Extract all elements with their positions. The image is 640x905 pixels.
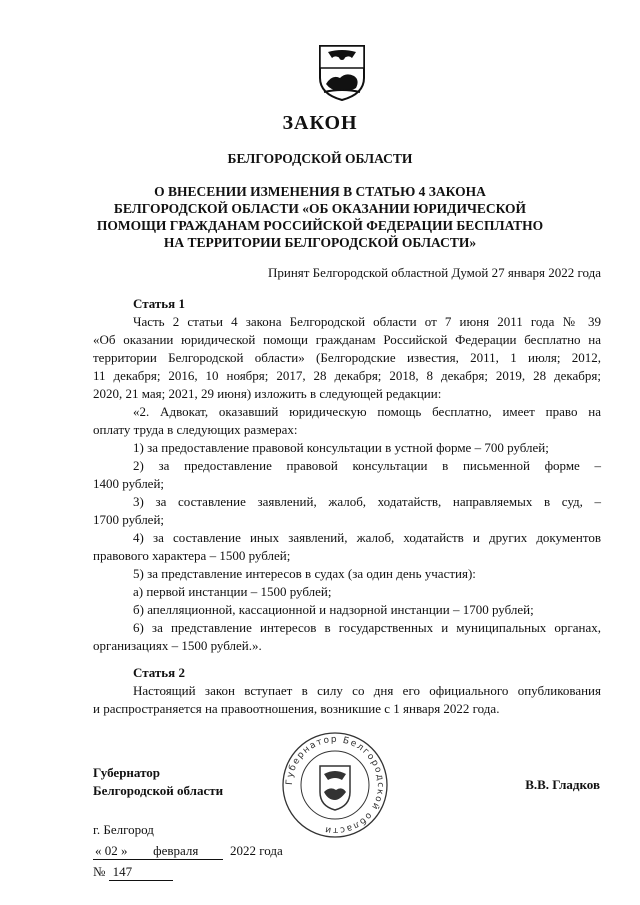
signing-date <box>93 843 283 860</box>
list-item-1: 1) за предоставление правовой консультации в устной форме – 700 рублей; <box>133 440 549 455</box>
article-1-text-line: 2020, 21 мая; 2021, 29 июня) изложить в следующей редакции: <box>93 386 442 401</box>
article-2-heading: Статья 2 <box>133 665 185 680</box>
quote-open: « <box>95 843 102 858</box>
article-1-text-line: территории Белгородской области» (Белгородские известия, 2011, 1 июля; 2012, <box>93 350 601 365</box>
place-of-signing: г. Белгород <box>93 822 154 837</box>
date-year: 2022 года <box>230 843 283 858</box>
position-line: Белгородской области <box>93 783 224 798</box>
list-item-4-cont: правового характера – 1500 рублей; <box>93 548 291 563</box>
list-item-3-cont: 1700 рублей; <box>93 512 165 527</box>
law-number <box>93 864 173 881</box>
date-day: 02 <box>104 843 118 858</box>
subject-line: О ВНЕСЕНИИ ИЗМЕНЕНИЯ В СТАТЬЮ 4 ЗАКОНА <box>154 184 486 199</box>
region-heading: БЕЛГОРОДСКОЙ ОБЛАСТИ <box>227 151 413 166</box>
list-item-5b: б) апелляционной, кассационной и надзорной инстанции – 1700 рублей; <box>133 602 534 617</box>
signatory-name: В.В. Гладков <box>525 777 600 792</box>
date-month: февраля <box>153 843 199 858</box>
list-item-6-cont: организациях – 1500 рублей.». <box>93 638 262 653</box>
subject-line: НА ТЕРРИТОРИИ БЕЛГОРОДСКОЙ ОБЛАСТИ» <box>163 235 477 250</box>
number-label: № <box>93 864 106 879</box>
list-item-3: 3) за составление заявлений, жалоб, ходатайств, направляемых в суд, – <box>133 494 601 509</box>
article-2-text-line: и распространяется на правоотношения, возникшие с 1 января 2022 года. <box>93 701 500 716</box>
seal-ring-text: Губернатор Белгородской области <box>284 734 386 836</box>
subject-line: БЕЛГОРОДСКОЙ ОБЛАСТИ «ОБ ОКАЗАНИИ ЮРИДИЧЕСКОЙ <box>113 201 527 216</box>
article-1-heading: Статья 1 <box>133 296 185 311</box>
article-1-text-line: «Об оказании юридической помощи гражданам Российской Федерации бесплатно на <box>93 332 601 347</box>
list-item-5a: а) первой инстанции – 1500 рублей; <box>133 584 332 599</box>
list-item-2-cont: 1400 рублей; <box>93 476 165 491</box>
list-item-4: 4) за составление иных заявлений, жалоб, ходатайств и других документов <box>133 530 601 545</box>
article-1-text-line: Часть 2 статьи 4 закона Белгородской области от 7 июня 2011 года № 39 <box>133 314 601 329</box>
coat-of-arms-emblem <box>318 44 366 102</box>
svg-text:Губернатор Белгородской област <box>285 735 385 835</box>
law-subject <box>0 183 640 251</box>
position-line: Губернатор <box>93 765 161 780</box>
article-1-text-line: «2. Адвокат, оказавший юридическую помощь бесплатно, имеет право на <box>133 404 601 419</box>
article-1-text-line: 11 декабря; 2016, 10 ноября; 2017, 28 декабря; 2018, 8 декабря; 2019, 28 декабря; <box>93 368 601 383</box>
list-item-2: 2) за предоставление правовой консультации в письменной форме – <box>133 458 601 473</box>
number-value: 147 <box>109 864 173 881</box>
article-2-text-line: Настоящий закон вступает в силу со дня его официального опубликования <box>133 683 601 698</box>
list-item-5: 5) за представление интересов в судах (за один день участия): <box>133 566 476 581</box>
official-seal-stamp <box>280 730 390 840</box>
list-item-6: 6) за представление интересов в государственных и муниципальных органах, <box>133 620 601 635</box>
law-title: ЗАКОН <box>282 112 358 134</box>
article-1-text-line: оплату труда в следующих размерах: <box>93 422 298 437</box>
date-day-field <box>93 843 223 860</box>
adoption-note: Принят Белгородской областной Думой 27 января 2022 года <box>267 265 601 280</box>
subject-line: ПОМОЩИ ГРАЖДАНАМ РОССИЙСКОЙ ФЕДЕРАЦИИ БЕСПЛАТНО <box>96 218 544 233</box>
signatory-position <box>93 764 223 800</box>
quote-close: » <box>121 843 128 858</box>
